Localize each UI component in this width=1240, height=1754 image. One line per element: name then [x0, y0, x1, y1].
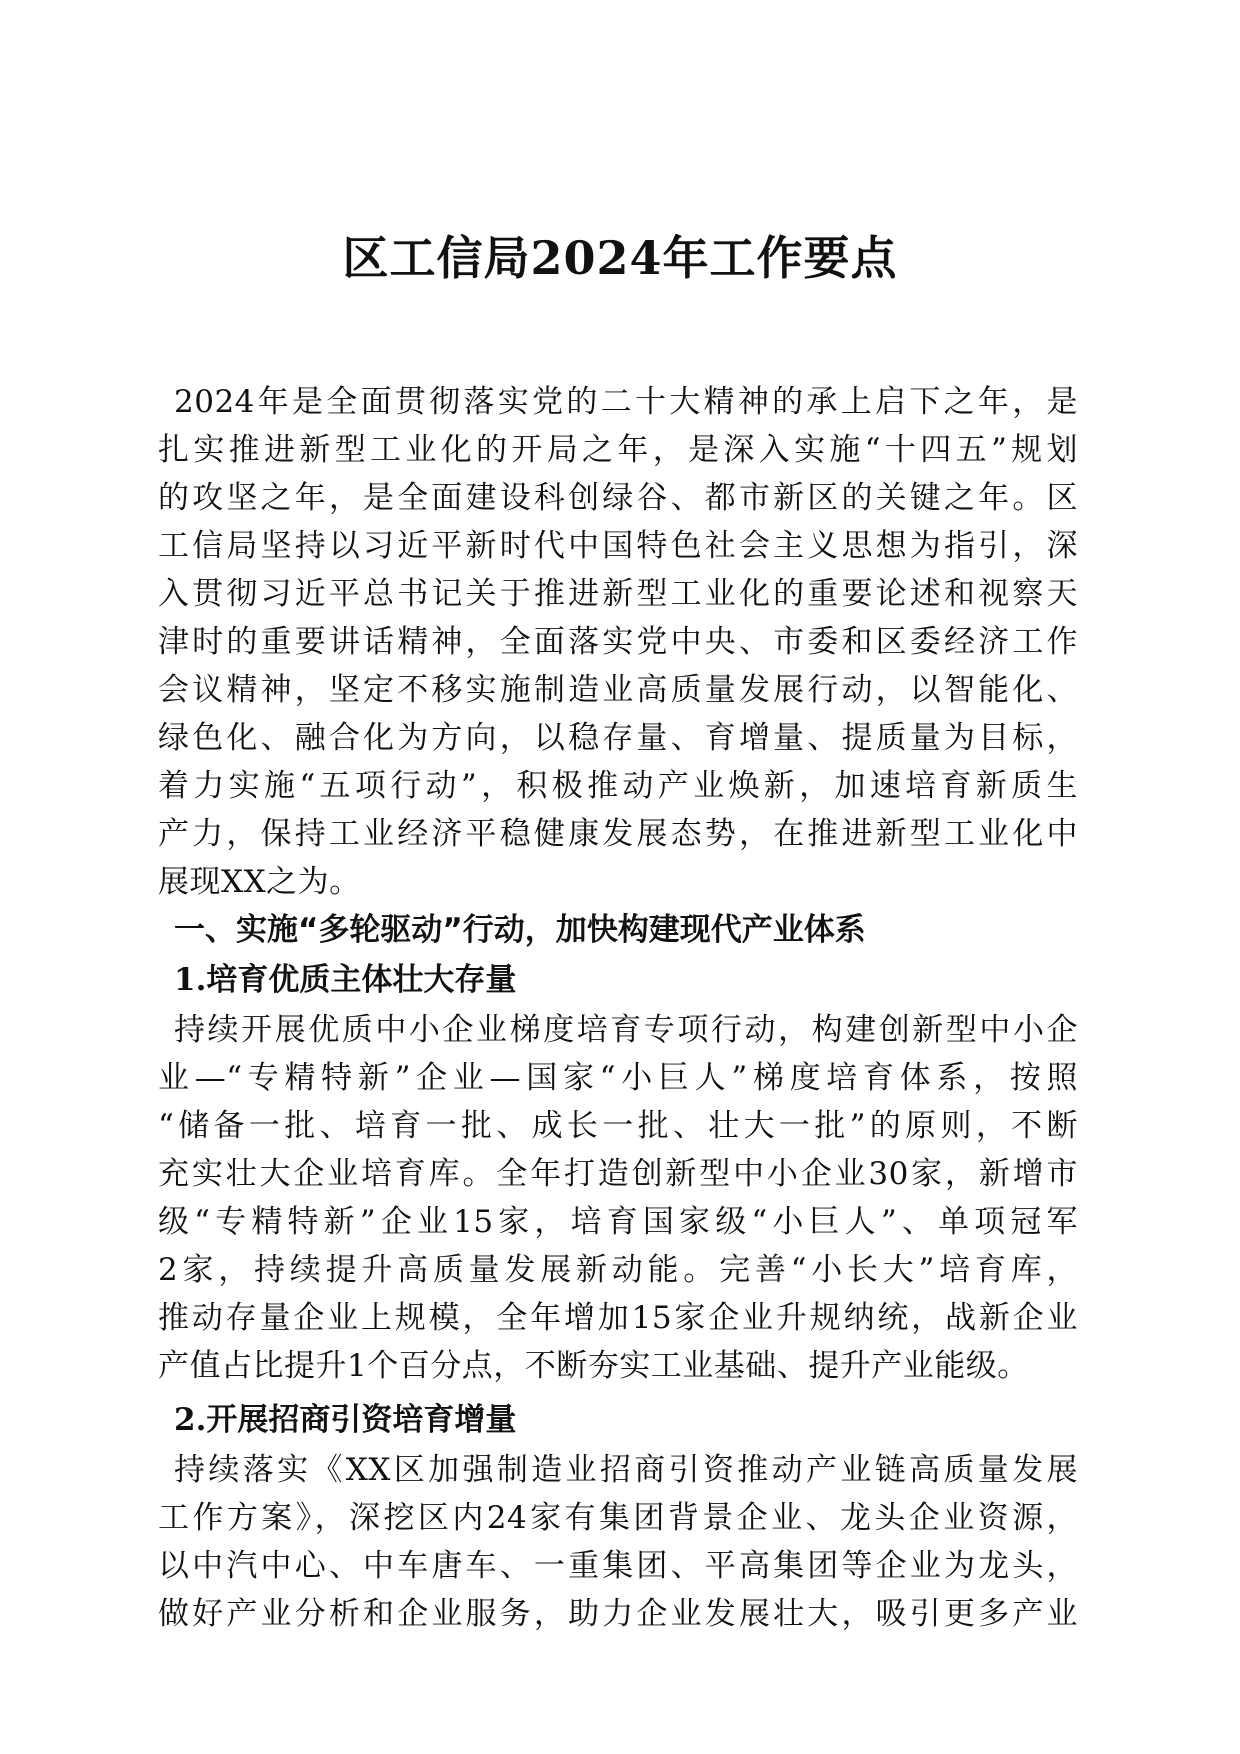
subsection-2-line: 做好产业分析和企业服务，助力企业发展壮大，吸引更多产业	[158, 1596, 1078, 1632]
intro-line: 扎实推进新型工业化的开局之年，是深入实施“十四五”规划	[158, 432, 1078, 468]
subsection-1-line: 充实壮大企业培育库。全年打造创新型中小企业30家，新增市	[158, 1156, 1078, 1192]
intro-line: 2024年是全面贯彻落实党的二十大精神的承上启下之年，是	[174, 384, 1078, 420]
subsection-2-line: 以中汽中心、中车唐车、一重集团、平高集团等企业为龙头，	[158, 1548, 1078, 1584]
subsection-1-line: “储备一批、培育一批、成长一批、壮大一批”的原则，不断	[158, 1108, 1078, 1144]
section-heading: 一、实施“多轮驱动”行动，加快构建现代产业体系	[174, 912, 866, 948]
intro-line: 工信局坚持以习近平新时代中国特色社会主义思想为指引，深	[158, 528, 1078, 564]
intro-paragraph	[158, 378, 1078, 906]
section-1	[158, 904, 1078, 956]
subsection-1-line: 持续开展优质中小企业梯度培育专项行动，构建创新型中小企	[174, 1012, 1078, 1048]
subsection-1-line: 级“专精特新”企业15家，培育国家级“小巨人”、单项冠军	[158, 1204, 1078, 1240]
intro-line: 产力，保持工业经济平稳健康发展态势，在推进新型工业化中	[158, 816, 1078, 852]
intro-line: 展现XX之为。	[158, 864, 361, 900]
document-title: 区工信局2024年工作要点	[342, 231, 898, 285]
subsection-1-line: 推动存量企业上规模，全年增加15家企业升规纳统，战新企业	[158, 1300, 1078, 1336]
subsection-1	[158, 954, 1078, 1390]
subsection-heading: 2.开展招商引资培育增量	[174, 1402, 517, 1438]
intro-line: 入贯彻习近平总书记关于推进新型工业化的重要论述和视察天	[158, 576, 1078, 612]
subsection-1-line: 2家，持续提升高质量发展新动能。完善“小长大”培育库，	[158, 1252, 1078, 1288]
subsection-2-line: 持续落实《XX区加强制造业招商引资推动产业链高质量发展	[174, 1452, 1078, 1488]
subsection-heading: 1.培育优质主体壮大存量	[174, 962, 517, 998]
subsection-2	[158, 1394, 1078, 1638]
intro-line: 会议精神，坚定不移实施制造业高质量发展行动，以智能化、	[158, 672, 1078, 708]
subsection-1-line: 业—“专精特新”企业—国家“小巨人”梯度培育体系，按照	[158, 1060, 1078, 1096]
intro-line: 的攻坚之年，是全面建设科创绿谷、都市新区的关键之年。区	[158, 480, 1078, 516]
intro-line: 绿色化、融合化为方向，以稳存量、育增量、提质量为目标，	[158, 720, 1078, 756]
intro-line: 着力实施“五项行动”，积极推动产业焕新，加速培育新质生	[158, 768, 1078, 804]
subsection-1-line: 产值占比提升1个百分点，不断夯实工业基础、提升产业能级。	[158, 1348, 1029, 1384]
intro-line: 津时的重要讲话精神，全面落实党中央、市委和区委经济工作	[158, 624, 1078, 660]
subsection-2-line: 工作方案》，深挖区内24家有集团背景企业、龙头企业资源，	[158, 1500, 1078, 1536]
